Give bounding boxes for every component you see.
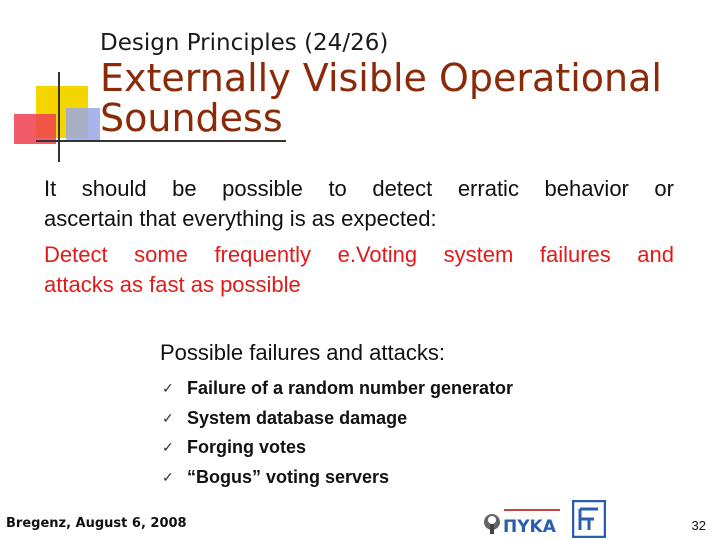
goal-paragraph <box>44 240 674 300</box>
goal-line-2: attacks as fast as possible <box>44 272 301 297</box>
list-item <box>162 404 513 434</box>
logo-text: ΠΥΚΑ <box>503 517 556 537</box>
intro-paragraph <box>44 174 674 234</box>
list-item <box>162 374 513 404</box>
list-item <box>162 433 513 463</box>
list-item-text: “Bogus” voting servers <box>187 466 390 487</box>
page-number: 32 <box>691 518 706 533</box>
list-heading: Possible failures and attacks: <box>160 340 445 365</box>
pyka-logo <box>482 502 562 538</box>
checkmark-icon: ✓ <box>162 409 174 426</box>
failures-list <box>162 374 513 492</box>
decor-horizontal-line <box>36 140 286 142</box>
checkmark-icon: ✓ <box>162 439 174 456</box>
slide-title: Externally Visible Operational Soundess <box>100 56 662 140</box>
decor-vertical-line <box>58 72 60 162</box>
slide-subtitle: Design Principles (24/26) <box>100 30 389 56</box>
list-item-text: Failure of a random number generator <box>187 378 514 399</box>
institution-logo <box>572 500 606 538</box>
list-item <box>162 463 513 493</box>
intro-line-2: ascertain that everything is as expected: <box>44 206 437 231</box>
footer-location-date: Bregenz, August 6, 2008 <box>6 516 187 531</box>
goal-line-1: Detect some frequently e.Voting system failures and <box>44 242 674 267</box>
list-item-text: System database damage <box>187 407 408 428</box>
list-item-text: Forging votes <box>187 437 307 458</box>
intro-line-1: It should be possible to detect erratic behavior or <box>44 176 674 201</box>
checkmark-icon: ✓ <box>162 468 174 485</box>
checkmark-icon: ✓ <box>162 380 174 397</box>
decor-blue-square <box>66 108 100 142</box>
